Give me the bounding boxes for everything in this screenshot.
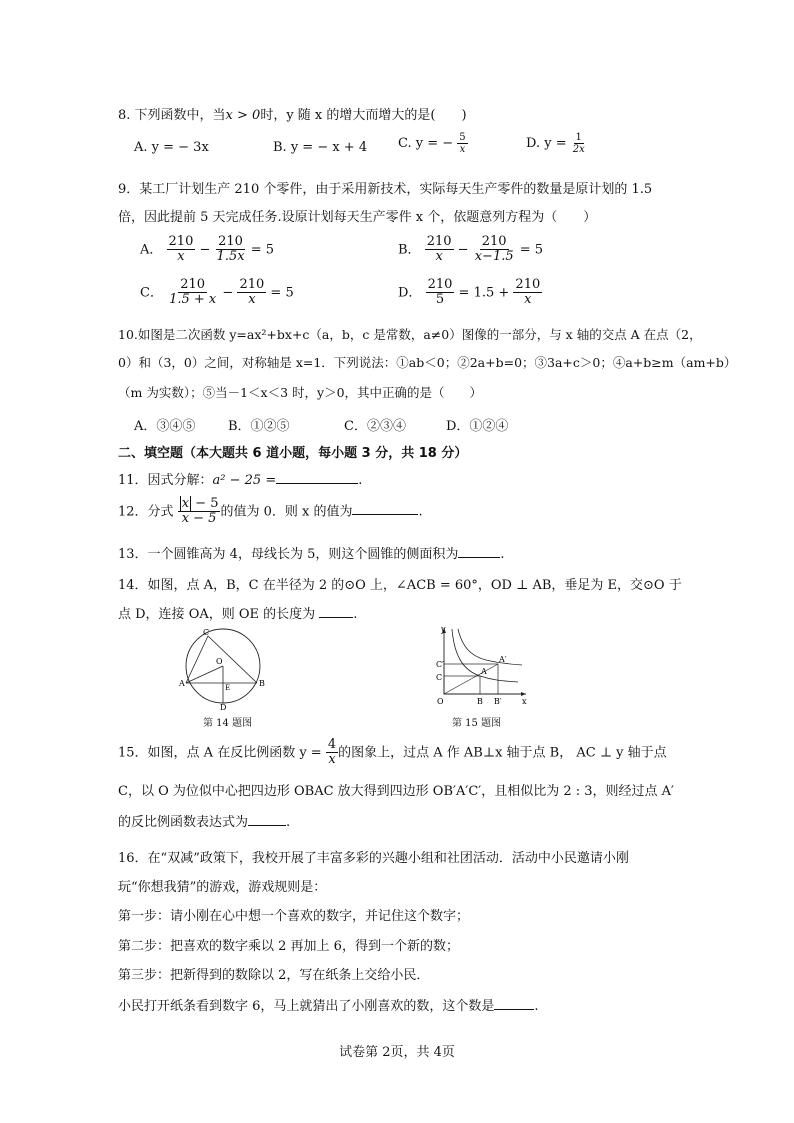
- fig14-caption: 第 14 题图: [203, 718, 253, 729]
- q14-end: .: [353, 607, 358, 622]
- q10-option-d: D．①②④: [446, 419, 509, 434]
- page-footer: 试卷第 2页，共 4页: [339, 1045, 455, 1060]
- q8-stem-pre: 8. 下列函数中，当: [118, 108, 226, 123]
- fig15-curve-outer: [458, 629, 522, 665]
- q12-num-rest: − 5: [191, 496, 219, 511]
- q15-line3-text: 的反比例函数表达式为: [118, 815, 249, 830]
- q12-post: 的值为 0．则 x 的值为: [220, 504, 353, 520]
- q9-c-n1: 210: [180, 277, 206, 292]
- q8-option-b: B. y = − x + 4: [273, 140, 368, 155]
- q15-answer-blank[interactable]: [248, 825, 286, 826]
- fig15-x-arrow: [521, 692, 526, 696]
- q13-end: .: [500, 547, 505, 562]
- q9-d-mid: = 1.5 +: [458, 285, 510, 301]
- fig15-label-a: A: [481, 667, 487, 676]
- q12-num-abs: x: [181, 496, 190, 511]
- q8-option-d-num: 1: [575, 132, 582, 143]
- fig15-label-o: O: [437, 697, 444, 706]
- fig14-label-d: D: [220, 703, 227, 710]
- fig14-segment-ca: [186, 636, 208, 683]
- q16-line1: 16．在“双减”政策下，我校开展了丰富多彩的兴趣小组和社团活动．活动中小民邀请小刚: [118, 851, 629, 866]
- q12: [118, 497, 423, 527]
- q9-option-a: [140, 235, 274, 265]
- q12-answer-blank[interactable]: [352, 514, 418, 515]
- figure-15: [430, 624, 530, 710]
- q8-option-c-den: x: [459, 144, 466, 155]
- q10-line1: 10.如图是二次函数 y=ax²+bx+c（a，b，c 是常数，a≠0）图像的一部分，与 x 轴的交点 A 在点（2，: [118, 327, 702, 342]
- q9-a-d2: 1.5x: [216, 249, 245, 265]
- q13-text: 13．一个圆锥高为 4，母线长为 5，则这个圆锥的侧面积为: [118, 547, 459, 562]
- q8-option-d: [526, 132, 587, 155]
- q15-line1: [118, 738, 667, 768]
- fig15-label-b: B: [477, 697, 483, 706]
- fig14-label-o: O: [216, 657, 223, 666]
- q9-option-d: [398, 278, 542, 308]
- q16-last: [118, 995, 539, 1014]
- q13-answer-blank[interactable]: [458, 557, 500, 558]
- q9-d-label: D．: [398, 285, 422, 301]
- q9-a-n2: 210: [218, 234, 243, 249]
- q9-b-n2: 210: [481, 234, 507, 249]
- q9-a-rhs: = 5: [250, 242, 274, 258]
- fig15-label-a2: A′: [499, 655, 507, 664]
- q9-a-op: −: [199, 242, 211, 258]
- q13: [118, 543, 505, 562]
- q8-stem-cond: x > 0: [225, 108, 261, 123]
- q9-b-d1: x: [435, 249, 443, 265]
- q10-option-b: B．①②⑤: [228, 419, 290, 434]
- figure-14: [178, 624, 268, 710]
- q9-d-d2: x: [524, 292, 532, 308]
- fig14-label-b: B: [259, 679, 265, 688]
- q8-option-d-den: 2x: [572, 144, 585, 155]
- q15-line1-post: 的图象上，过点 A 作 AB⊥x 轴于点 B， AC ⊥ y 轴于点: [338, 745, 667, 761]
- q9-b-op: −: [457, 242, 469, 258]
- q8-option-a: A. y = − 3x: [134, 140, 209, 155]
- q11-expr: a² − 25 =: [212, 473, 277, 488]
- q15-end: .: [286, 815, 291, 830]
- q11-answer-blank[interactable]: [276, 483, 358, 484]
- q9-b-rhs: = 5: [519, 242, 544, 258]
- q9-b-n1: 210: [426, 234, 452, 249]
- q8-option-d-pre: D. y =: [526, 136, 567, 151]
- fig14-label-e: E: [225, 684, 231, 692]
- q14-line2-text: 点 D，连接 OA，则 OE 的长度为: [118, 607, 316, 622]
- q11-pre: 11．因式分解：: [118, 473, 213, 488]
- fig14-label-a: A: [179, 679, 185, 688]
- q9-a-label: A．: [140, 242, 163, 258]
- q9-c-rhs: = 5: [270, 285, 294, 301]
- q15-line3: [118, 811, 290, 830]
- q15-line2: C，以 O 为位似中心把四边形 OBAC 放大得到四边形 OB′A′C′，且相似比为 2 : 3，则经过点 A′: [118, 784, 675, 799]
- fig15-label-x: x: [522, 697, 527, 706]
- q10-option-c: C．②③④: [344, 419, 406, 434]
- q10-line3: （m 为实数）；⑤当－1＜x＜3 时，y＞0，其中正确的是（ ）: [118, 385, 483, 400]
- q9-option-c: [140, 278, 294, 308]
- q8-stem-post: 时，y 随 x 的增大而增大的是( ): [260, 108, 467, 123]
- q12-end: .: [418, 504, 423, 520]
- fig14-label-c: C: [203, 628, 210, 637]
- q9-a-n1: 210: [168, 234, 194, 249]
- q9-b-label: B．: [398, 242, 421, 258]
- q9-c-op: −: [222, 285, 234, 301]
- q9-a-d1: x: [177, 249, 185, 265]
- q10-line2: 0）和（3，0）之间，对称轴是 x=1．下列说法：①ab＜0；②2a+b=0；③3a+c＞0；④a+b≥m（am+b）: [118, 355, 737, 370]
- q9-option-b: [398, 235, 543, 265]
- fig15-label-c: C: [436, 673, 443, 682]
- q8-option-c-num: 5: [459, 132, 466, 143]
- q11: [118, 469, 362, 488]
- q16-step3: 第三步：把新得到的数除以 2，写在纸条上交给小民．: [118, 968, 430, 983]
- q9-c-n2: 210: [239, 277, 265, 292]
- section-heading: 二、填空题（本大题共 6 道小题，每小题 3 分，共 18 分）: [118, 446, 468, 461]
- q15-line1-pre: 15．如图，点 A 在反比例函数 y =: [118, 745, 322, 761]
- q9-d-n1: 210: [427, 277, 453, 292]
- q9-c-label: C．: [140, 285, 163, 301]
- q9-b-d2: x−1.5: [474, 249, 514, 265]
- q14-line2: [118, 603, 357, 622]
- q16-end: .: [534, 999, 539, 1014]
- fig15-label-c2: C′: [436, 660, 444, 669]
- q8-option-c-pre: C. y = −: [398, 136, 454, 151]
- q9-line2: 倍，因此提前 5 天完成任务.设原计划每天生产零件 x 个，依题意列方程为（ ）: [118, 210, 597, 225]
- q14-line1: 14．如图，点 A，B，C 在半径为 2 的⊙O 上，∠ACB = 60°，OD ⊥ AB，垂足为 E，交⊙O 于: [118, 578, 682, 593]
- q8-stem: [118, 104, 467, 123]
- q11-post: .: [358, 473, 363, 488]
- q16-last-text: 小民打开纸条看到数字 6，马上就猜出了小刚喜欢的数，这个数是: [118, 999, 495, 1014]
- q15-line1-den: x: [328, 752, 336, 768]
- q16-line2: 玩“你想我猜”的游戏，游戏规则是：: [118, 880, 327, 895]
- q8-option-c: [398, 132, 468, 155]
- fig14-segment-oa: [186, 666, 223, 683]
- q16-answer-blank[interactable]: [494, 1009, 534, 1010]
- fig15-caption: 第 15 题图: [452, 718, 502, 729]
- fig15-label-y: y: [441, 625, 446, 634]
- fig15-label-b2: B′: [494, 697, 502, 706]
- q9-d-n2: 210: [515, 277, 541, 292]
- q16-step2: 第二步：把喜欢的数字乘以 2 再加上 6，得到一个新的数；: [118, 939, 459, 954]
- q12-den: x − 5: [181, 511, 217, 527]
- q15-line1-num: 4: [327, 737, 337, 752]
- q9-line1: 9．某工厂计划生产 210 个零件，由于采用新技术，实际每天生产零件的数量是原计划的 1.5: [118, 182, 653, 197]
- q9-d-d1: 5: [435, 292, 445, 308]
- q16-step1: 第一步：请小刚在心中想一个喜欢的数字，并记住这个数字；: [118, 909, 470, 924]
- q9-c-d2: x: [248, 292, 256, 308]
- q10-option-a: A．③④⑤: [134, 419, 196, 434]
- q9-c-d1: 1.5 + x: [169, 292, 217, 308]
- q12-pre: 12．分式: [118, 504, 174, 520]
- q14-answer-blank[interactable]: [319, 617, 353, 618]
